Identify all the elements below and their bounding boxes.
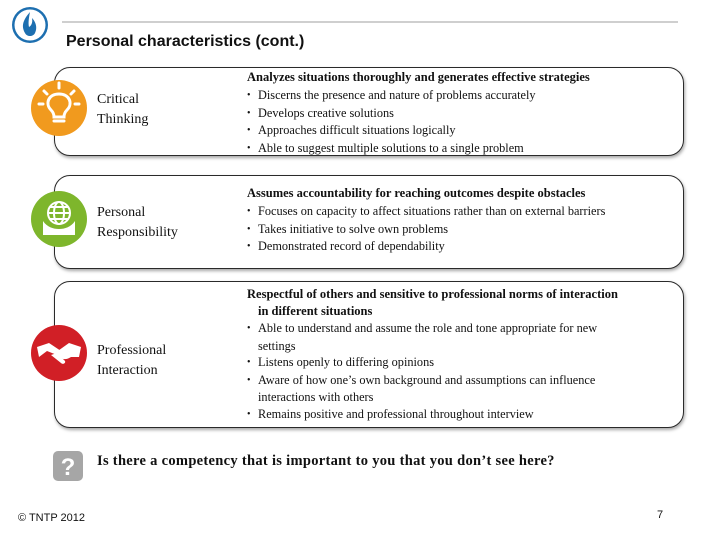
bullet-item: • Develops creative solutions <box>247 105 536 123</box>
bullet-item-continuation: interactions with others <box>258 390 374 404</box>
bullet-item: • Aware of how one’s own background and assumptions can influence <box>247 372 597 390</box>
label-line: Responsibility <box>97 225 178 240</box>
logo-flame-icon <box>11 6 49 44</box>
question-mark-icon <box>53 451 83 481</box>
label-line: Professional <box>97 343 167 358</box>
bullet-item: • Demonstrated record of dependability <box>247 238 605 256</box>
heading-line: in different situations <box>258 304 373 318</box>
bullet-item-continuation: settings <box>258 338 296 353</box>
page-title: Personal characteristics (cont.) <box>66 33 305 50</box>
bullet-item: • Approaches difficult situations logically <box>247 122 536 140</box>
bullet-item: • Able to understand and assume the role and tone appropriate for new <box>247 320 597 338</box>
bullet-list <box>247 203 605 256</box>
section-label-professional-interaction <box>97 341 166 381</box>
bullet-list <box>247 320 597 423</box>
section-label-personal-responsibility <box>97 203 178 243</box>
copyright: © TNTP 2012 <box>18 512 86 524</box>
bullet-item: • Able to suggest multiple solutions to a single problem <box>247 140 536 158</box>
label-line: Personal <box>97 205 146 220</box>
bullet-item: • Focuses on capacity to affect situations rather than on external barriers <box>247 203 605 221</box>
bullet-list <box>247 87 536 157</box>
svg-text:?: ? <box>60 454 76 481</box>
section-heading <box>247 286 618 320</box>
label-line: Interaction <box>97 363 158 378</box>
label-line: Critical <box>97 92 139 107</box>
bullet-item: • Takes initiative to solve own problems <box>247 221 605 239</box>
heading-line: Respectful of others and sensitive to professional norms of interaction <box>247 287 618 301</box>
section-label-critical-thinking <box>97 90 148 130</box>
bullet-item: • Remains positive and professional throughout interview <box>247 406 597 424</box>
handshake-icon <box>31 325 87 381</box>
section-heading: Assumes accountability for reaching outcomes despite obstacles <box>247 186 586 200</box>
label-line: Thinking <box>97 112 149 127</box>
lightbulb-icon <box>31 80 87 136</box>
bullet-item: • Discerns the presence and nature of problems accurately <box>247 87 536 105</box>
question-text: Is there a competency that is important to you that you don’t see here? <box>97 453 555 469</box>
globe-hands-icon <box>31 191 87 247</box>
page-number: 7 <box>657 509 664 521</box>
section-heading: Analyzes situations thoroughly and generates effective strategies <box>247 70 590 84</box>
bullet-item: • Listens openly to differing opinions <box>247 354 597 372</box>
title-rule <box>62 21 678 23</box>
